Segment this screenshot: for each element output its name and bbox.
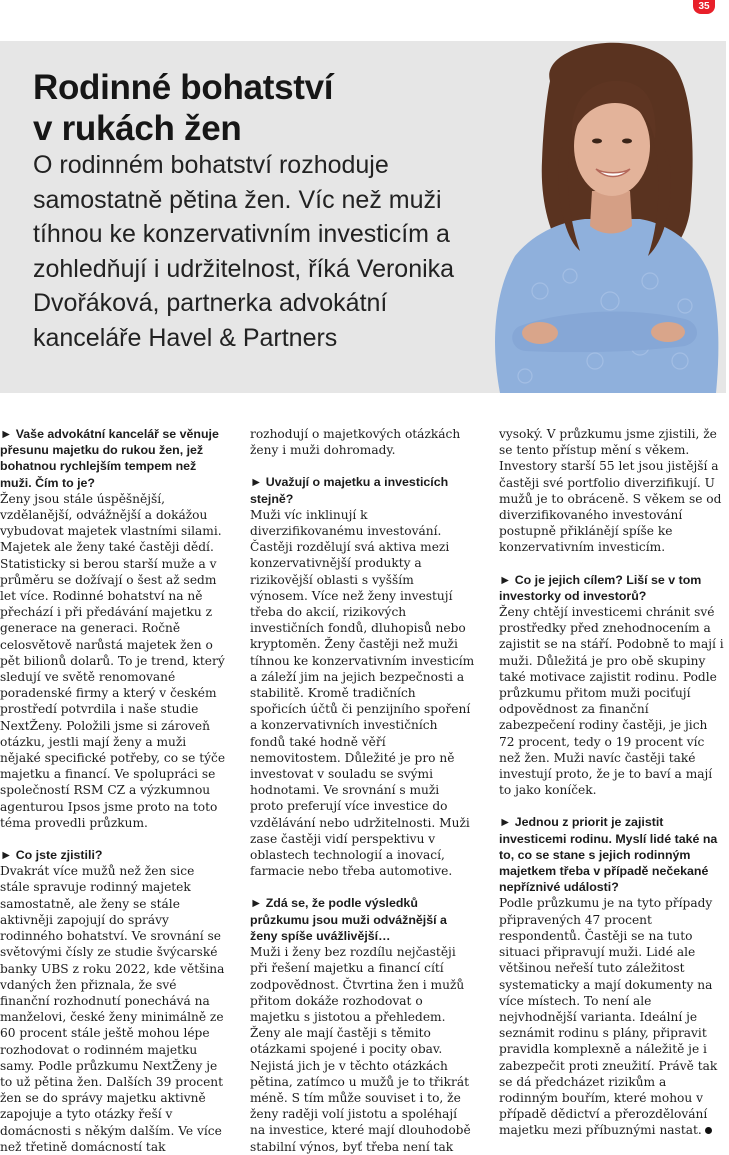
question: ► Vaše advokátní kancelář se věnuje přesunu majetku do rukou žen, jež bohatnou rychlejším tempem než muži. Čím to je? xyxy=(0,427,219,490)
article-column-2 xyxy=(250,426,475,1155)
title-line-2: v rukách žen xyxy=(33,109,242,148)
answer: Dvakrát více mužů než žen sice stále spravuje rodinný majetek samostatně, ale ženy se stále aktivněji zapojují do správy rodinného bohatství. Ve srovnání se světovými čísly ze studie švýcarské banky UBS z roku 2022, kde většina vdaných žen přiznala, že své finanční rozhodnutí ponechává na manželovi, české ženy minimálně ze 60 procent stále ještě mohou lépe rozhodovat o rodinném majetku samy. Podle průzkumu NextŽeny je to už pětina žen. Dalších 39 procent žen se do správy majetku aktivně zapojuje a tyto otázky řeší v domácnosti s někým dalším. Ve více než třetině domácností tak xyxy=(0,864,225,1154)
lede-paragraph: O rodinném bohatství rozhoduje samostatně pětina žen. Víc než muži tíhnou ke konzervativním investicím a zohledňují i udržitelnost, říká Veronika Dvořáková, partnerka advokátní kanceláře Havel & Partners xyxy=(33,151,455,352)
question: ► Uvažují o majetku a investicích stejně? xyxy=(250,475,449,506)
page-number-badge: 35 xyxy=(693,0,715,14)
portrait-photo xyxy=(480,41,726,393)
end-mark-icon xyxy=(705,1127,712,1134)
article-column-3 xyxy=(499,426,725,1139)
question: ► Co je jejich cílem? Liší se v tom investorky od investorů? xyxy=(499,572,702,603)
answer: Muži víc inklinují k diverzifikovanému investování. Častěji rozdělují svá aktiva mezi konzervativnější produkty a rizikovější oblasti s vyšším výnosem. Více než ženy investují třeba do akcií, rizikových investičních fondů, dluhopisů nebo kryptoměn. Ženy častěji než muži tíhnou ke konzervativním investicím a záleží jim na jejich bezpečnosti a stabilitě. Kromě tradičních spořicích účtů či penzijního spoření a konzervativních investičních fondů také hodně věří nemovitostem. Důležité je pro ně investovat v souladu se svými hodnotami. Ve srovnání s muži proto preferují více investice do vzdělávání nebo udržitelnosti. Muži zase častěji vidí perspektivu v oblastech technologií a inovací, farmacie nebo třeba automotive. xyxy=(250,507,475,879)
page-title xyxy=(33,67,333,149)
answer: Muži i ženy bez rozdílu nejčastěji při řešení majetku a financí cítí zodpovědnost. Čtvrtina žen i mužů přitom dokáže rozhodovat o majetku s jistotou a přehledem. Ženy ale mají častěji s těmito otázkami spojené i pocity obav. Nejistá jich je v těchto otázkách pětina, zatímco u mužů je to třikrát méně. S tím může souviset i to, že ženy raději volí jistotu a spoléhají na investice, které mají dlouhodobě stabilní výnos, byť třeba není tak xyxy=(250,945,471,1154)
title-line-1: Rodinné bohatství xyxy=(33,68,334,107)
question: ► Zdá se, že podle výsledků průzkumu jsou muži odvážnější a ženy spíše uvážlivější… xyxy=(250,896,447,943)
question: ► Co jste zjistili? xyxy=(0,848,103,863)
final-answer-text: Podle průzkumu je na tyto případy připravených 47 procent respondentů. Častěji se na tuto situaci připravují muži. Lidé ale většinou neřeší tuto záležitost systematicky a mají dokumenty na více místech. To není ale nejvhodnější varianta. Ideální je seznámit rodinu s plány, připravit pravidla komplexně a náležitě je i zabezpečit proti zneužití. Právě tak se dá předcházet rizikům a rodinným bouřím, které mohou v případě dědictví a přerozdělování majetku mezi příbuznými nastat. xyxy=(499,896,718,1138)
answer: Ženy chtějí investicemi chránit své prostředky před znehodnocením a zajistit se na stáří. Podobně to mají i muži. Důležitá je pro obě skupiny také motivace zajistit rodinu. Podle průzkumu přitom muži pociťují odpovědnost za finanční zabezpečení rodiny častěji, je jich 72 procent, tedy o 19 procent víc než žen. Muži navíc častěji také investují proto, že je to baví a mají to jako koníček. xyxy=(499,605,724,798)
article-column-1 xyxy=(0,426,226,1155)
answer xyxy=(499,895,725,1138)
hero-panel xyxy=(0,41,726,393)
question: ► Jednou z priorit je zajistit investicemi rodinu. Myslí lidé také na to, co se stane s jejich rodinným majetkem třeba v případě nečekané nepříznivé události? xyxy=(499,815,718,895)
answer: vysoký. V průzkumu jsme zjistili, že se tento přístup mění s věkem. Investory starší 55 let jsou jistější a častěji své portfolio diverzifikují. U mužů je to obráceně. S věkem se od diverzifikovaného investování postupně přiklánějí spíše ke konzervativním investicím. xyxy=(499,427,722,555)
answer: Ženy jsou stále úspěšnější, vzdělanější, odvážnější a dokážou vybudovat majetek vlastními silami. Majetek ale ženy také častěji dědí. Statisticky si berou starší muže a v průměru se dožívají o šest až sedm let více. Rodinné bohatství na ně přechází i při předávání majetku z generace na generaci. Ročně celosvětově narůstá majetek žen o pět bilionů dolarů. To je trend, který sledují ve světě renomované poradenské firmy a který v českém prostředí potvrdila i naše studie NextŽeny. Položili jsme si zároveň otázku, jestli mají ženy a muži nějaké specifické potřeby, co se týče majetku a financí. Ve spolupráci se společností RSM CZ a výzkumnou agenturou Ipsos jsme proto na toto téma provedli průzkum. xyxy=(0,491,226,830)
answer: rozhodují o majetkových otázkách ženy i muži dohromady. xyxy=(250,427,461,458)
